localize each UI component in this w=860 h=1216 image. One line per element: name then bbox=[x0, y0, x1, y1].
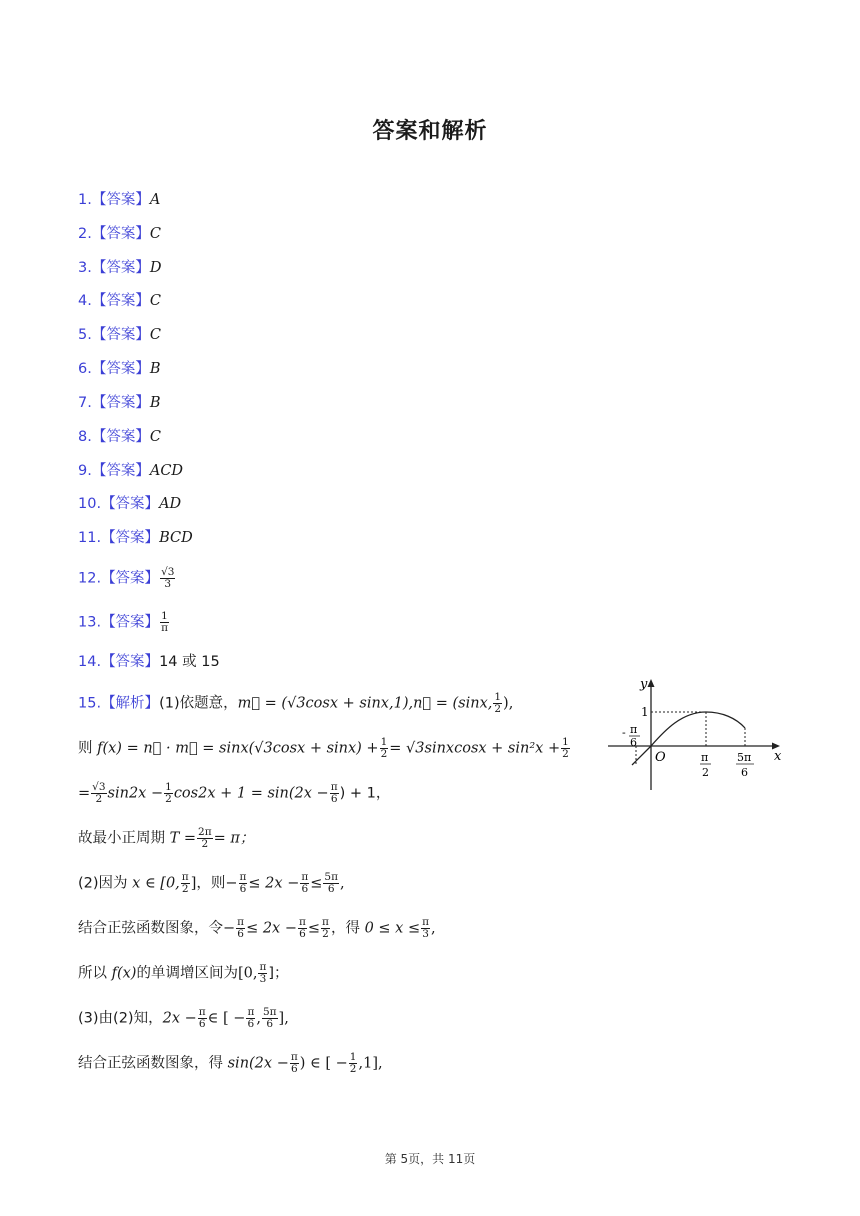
text: ,1], bbox=[358, 1055, 383, 1072]
fraction: $\frac{\pi}{2}$ bbox=[322, 916, 329, 940]
text: 故最小正周期 bbox=[78, 830, 170, 847]
text: ，得 bbox=[330, 920, 365, 937]
answer-label: 【答案】 bbox=[91, 226, 150, 242]
q15-line-5 bbox=[78, 872, 345, 895]
answer-value: BCD bbox=[159, 530, 193, 546]
text: (1)依题意， bbox=[159, 695, 238, 712]
formula: cos2x + 1 = sin(2x − bbox=[173, 785, 329, 802]
formula: = π； bbox=[213, 830, 255, 847]
text: = bbox=[78, 785, 91, 802]
answer-item bbox=[78, 190, 160, 210]
answer-value: D bbox=[149, 260, 162, 276]
answer-label: 【答案】 bbox=[91, 293, 150, 309]
formula: x ∈ [0, bbox=[132, 875, 180, 892]
text: ) ∈ [ − bbox=[299, 1055, 348, 1072]
answer-label: 【答案】 bbox=[91, 192, 150, 208]
answer-value: C bbox=[149, 226, 161, 242]
answer-label: 【答案】 bbox=[91, 463, 150, 479]
formula: sin2x − bbox=[107, 785, 164, 802]
text: [0, bbox=[237, 965, 258, 982]
text: , bbox=[431, 920, 436, 937]
text: ) + 1， bbox=[339, 785, 391, 802]
answer-14 bbox=[78, 652, 220, 672]
question-number: 5. bbox=[78, 327, 92, 343]
fraction: $\frac{\pi}{6}$ bbox=[247, 1006, 255, 1030]
answer-value: B bbox=[149, 395, 161, 411]
answer-value: C bbox=[149, 429, 161, 445]
question-number: 15. bbox=[78, 695, 102, 712]
fraction: $\frac{\pi}{6}$ bbox=[330, 781, 338, 805]
text: 所以 bbox=[78, 965, 112, 982]
answer-value: AD bbox=[159, 496, 182, 512]
q15-line-4 bbox=[78, 827, 254, 850]
question-number: 11. bbox=[78, 530, 102, 546]
formula: m⃗ = (√3cosx + sinx,1),n⃗ = (sinx, bbox=[237, 695, 493, 712]
text: (3)由(2)知， bbox=[78, 1010, 163, 1027]
answer-item bbox=[78, 258, 161, 278]
text: ≤ bbox=[310, 875, 323, 892]
answer-label: 【答案】 bbox=[101, 570, 160, 587]
neg-tick-bottom: 6 bbox=[630, 736, 637, 749]
page-footer: 第 5页，共 11页 bbox=[384, 1152, 476, 1166]
answer-label: 【答案】 bbox=[91, 327, 150, 343]
x-axis-label: x bbox=[774, 749, 782, 764]
y-axis-arrow-icon bbox=[648, 679, 655, 687]
question-number: 1. bbox=[78, 192, 92, 208]
answer-value: 14 或 15 bbox=[159, 654, 220, 670]
sine-curve bbox=[632, 712, 745, 765]
q15-line-6 bbox=[78, 917, 436, 940]
sine-graph bbox=[600, 672, 790, 794]
answer-label: 【答案】 bbox=[91, 395, 150, 411]
text: 的单调增区间为 bbox=[136, 965, 238, 982]
formula: f(x) bbox=[111, 965, 137, 982]
fraction: $\frac{1}{2}$ bbox=[494, 691, 502, 715]
neg-tick-sign: - bbox=[622, 726, 626, 739]
formula: = √3sinxcosx + sin²x + bbox=[389, 740, 561, 757]
question-number: 9. bbox=[78, 463, 92, 479]
text: 则 bbox=[78, 740, 98, 757]
answer-12 bbox=[78, 567, 176, 590]
question-number: 3. bbox=[78, 260, 92, 276]
fraction: $\frac{\pi}{3}$ bbox=[259, 961, 267, 985]
formula: 2x − bbox=[162, 1010, 197, 1027]
text: ], bbox=[278, 1010, 289, 1027]
fraction: $\frac{\pi}{6}$ bbox=[239, 871, 247, 895]
text: ∈ [ − bbox=[207, 1010, 246, 1027]
answer-label: 【答案】 bbox=[101, 496, 160, 512]
q15-line-1 bbox=[78, 692, 513, 715]
answer-item bbox=[78, 528, 193, 548]
fraction: $\frac{1}{2}$ bbox=[562, 736, 569, 760]
formula: ≤ 2x − bbox=[246, 920, 297, 937]
q15-line-2 bbox=[78, 737, 571, 760]
text: , bbox=[256, 1010, 261, 1027]
q15-line-9 bbox=[78, 1052, 383, 1075]
fraction: $\frac{1}{\pi}$ bbox=[161, 610, 168, 634]
answer-value: C bbox=[149, 327, 161, 343]
answer-label: 【答案】 bbox=[91, 260, 150, 276]
text: 结合正弦函数图象，令 bbox=[78, 920, 223, 937]
text: , bbox=[340, 875, 345, 892]
formula: T = bbox=[169, 830, 197, 847]
tick-b-bottom: 6 bbox=[741, 766, 748, 779]
neg-tick-top: π bbox=[630, 723, 638, 736]
text: − bbox=[223, 920, 236, 937]
answer-item bbox=[78, 461, 183, 481]
answer-label: 【答案】 bbox=[91, 361, 150, 377]
fraction: $\frac{5\pi}{6}$ bbox=[262, 1006, 277, 1030]
answer-label: 【答案】 bbox=[101, 654, 160, 670]
text: ] bbox=[190, 875, 197, 892]
y-tick-label: 1 bbox=[641, 705, 649, 719]
answer-item bbox=[78, 325, 161, 345]
answer-item bbox=[78, 427, 161, 447]
answer-item bbox=[78, 224, 161, 244]
y-axis-label: y bbox=[640, 677, 648, 692]
tick-a-top: π bbox=[701, 751, 709, 764]
tick-a-bottom: 2 bbox=[702, 766, 709, 779]
answer-label: 【答案】 bbox=[101, 614, 160, 631]
fraction: $\frac{5\pi}{6}$ bbox=[324, 871, 338, 895]
tick-b-top: 5π bbox=[737, 751, 752, 764]
answer-item bbox=[78, 393, 161, 413]
fraction: $\frac{\pi}{6}$ bbox=[290, 1051, 298, 1075]
fraction: $\frac{1}{2}$ bbox=[165, 781, 172, 805]
answer-label: 【答案】 bbox=[91, 429, 150, 445]
answer-13 bbox=[78, 611, 170, 634]
question-number: 10. bbox=[78, 496, 102, 512]
question-number: 14. bbox=[78, 654, 102, 670]
answer-value: A bbox=[149, 192, 161, 208]
fraction: $\frac{\pi}{6}$ bbox=[237, 916, 245, 940]
question-number: 6. bbox=[78, 361, 92, 377]
analysis-label: 【解析】 bbox=[101, 695, 160, 712]
formula: ≤ 2x − bbox=[248, 875, 300, 892]
question-number: 12. bbox=[78, 570, 102, 587]
answer-label: 【答案】 bbox=[101, 530, 160, 546]
question-number: 2. bbox=[78, 226, 92, 242]
text: − bbox=[225, 875, 238, 892]
formula: 0 ≤ x ≤ bbox=[364, 920, 421, 937]
q15-line-7 bbox=[78, 962, 289, 985]
text: ，则 bbox=[196, 875, 226, 892]
fraction: $\frac{1}{2}$ bbox=[349, 1051, 357, 1075]
answer-item bbox=[78, 291, 161, 311]
fraction: $\frac{\pi}{6}$ bbox=[198, 1006, 206, 1030]
q15-line-3 bbox=[78, 782, 390, 805]
page-title: 答案和解析 bbox=[372, 119, 488, 144]
text: ), bbox=[503, 695, 514, 712]
text: ≤ bbox=[307, 920, 321, 937]
origin-label: O bbox=[655, 750, 666, 765]
fraction: $\frac{√3}{2}$ bbox=[92, 781, 106, 805]
fraction: $\frac{\pi}{2}$ bbox=[181, 871, 189, 895]
answer-value: B bbox=[149, 361, 161, 377]
formula: f(x) = n⃗ · m⃗ = sinx(√3cosx + sinx) + bbox=[97, 740, 379, 757]
question-number: 4. bbox=[78, 293, 92, 309]
text: ]； bbox=[268, 965, 289, 982]
answer-value: C bbox=[149, 293, 161, 309]
fraction: $\frac{\pi}{3}$ bbox=[422, 916, 429, 940]
formula: sin(2x − bbox=[227, 1055, 289, 1072]
question-number: 8. bbox=[78, 429, 92, 445]
fraction: $\frac{\pi}{6}$ bbox=[301, 871, 309, 895]
answer-value: ACD bbox=[149, 463, 184, 479]
fraction: $\frac{\pi}{6}$ bbox=[298, 916, 306, 940]
q15-line-8 bbox=[78, 1007, 289, 1030]
answer-item bbox=[78, 359, 161, 379]
question-number: 7. bbox=[78, 395, 92, 411]
fraction: $\frac{2\pi}{2}$ bbox=[198, 826, 212, 850]
text: (2)因为 bbox=[78, 875, 133, 892]
answer-item bbox=[78, 494, 181, 514]
fraction: $\frac{1}{2}$ bbox=[380, 736, 388, 760]
question-number: 13. bbox=[78, 614, 102, 631]
text: 结合正弦函数图象，得 bbox=[78, 1055, 228, 1072]
fraction: $\frac{√3}{3}$ bbox=[161, 566, 175, 590]
